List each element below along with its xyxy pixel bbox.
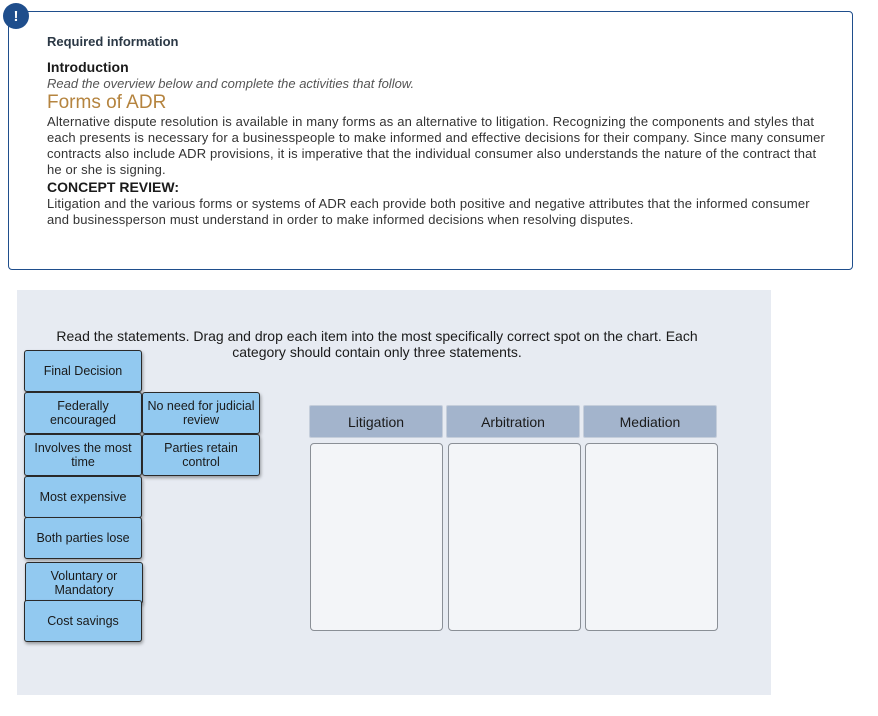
drag-drop-activity <box>17 290 771 695</box>
drag-item-most-expensive[interactable]: Most expensive <box>24 476 142 518</box>
drag-item-voluntary-or-mandatory[interactable]: Voluntary or Mandatory <box>25 562 143 604</box>
drag-item-final-decision[interactable]: Final Decision <box>24 350 142 392</box>
category-header-mediation: Mediation <box>583 405 717 438</box>
required-information-title: Required information <box>47 34 179 49</box>
concept-review-paragraph: Litigation and the various forms or systems of ADR each provide both positive and negative attributes that the informed consumer and businessperson must understand in order to make informed decisions when resolving disputes. <box>47 196 810 227</box>
activity-instructions: Read the statements. Drag and drop each item into the most specifically correct spot on the chart. Each category should contain only three statements. <box>56 328 698 360</box>
drag-item-both-parties-lose[interactable]: Both parties lose <box>24 517 142 559</box>
drop-zone-litigation[interactable] <box>310 443 443 631</box>
drag-item-federally-encouraged[interactable]: Federally encouraged <box>24 392 142 434</box>
concept-review-heading: CONCEPT REVIEW: <box>47 179 179 195</box>
overview-paragraph: Alternative dispute resolution is available in many forms as an alternative to litigation. Recognizing the components and styles that each presents is necessary for a businesspeople to make informed and effective decisions for their company. Since many consumer contracts also include ADR provisions, it is imperative that the individual consumer also understands the nature of the contract that he or she is signing. <box>47 114 826 177</box>
drag-item-parties-retain-control[interactable]: Parties retain control <box>142 434 260 476</box>
drop-zone-mediation[interactable] <box>585 443 718 631</box>
introduction-heading: Introduction <box>47 59 129 75</box>
introduction-subtext: Read the overview below and complete the activities that follow. <box>47 76 415 91</box>
drag-item-cost-savings[interactable]: Cost savings <box>24 600 142 642</box>
drop-zone-arbitration[interactable] <box>448 443 581 631</box>
category-header-arbitration: Arbitration <box>446 405 580 438</box>
forms-of-adr-title: Forms of ADR <box>47 92 167 113</box>
required-information-panel <box>8 11 853 270</box>
drag-item-no-need-for-judicial-review[interactable]: No need for judicial review <box>142 392 260 434</box>
drag-item-involves-the-most-time[interactable]: Involves the most time <box>24 434 142 476</box>
alert-icon: ! <box>3 3 29 29</box>
category-header-litigation: Litigation <box>309 405 443 438</box>
